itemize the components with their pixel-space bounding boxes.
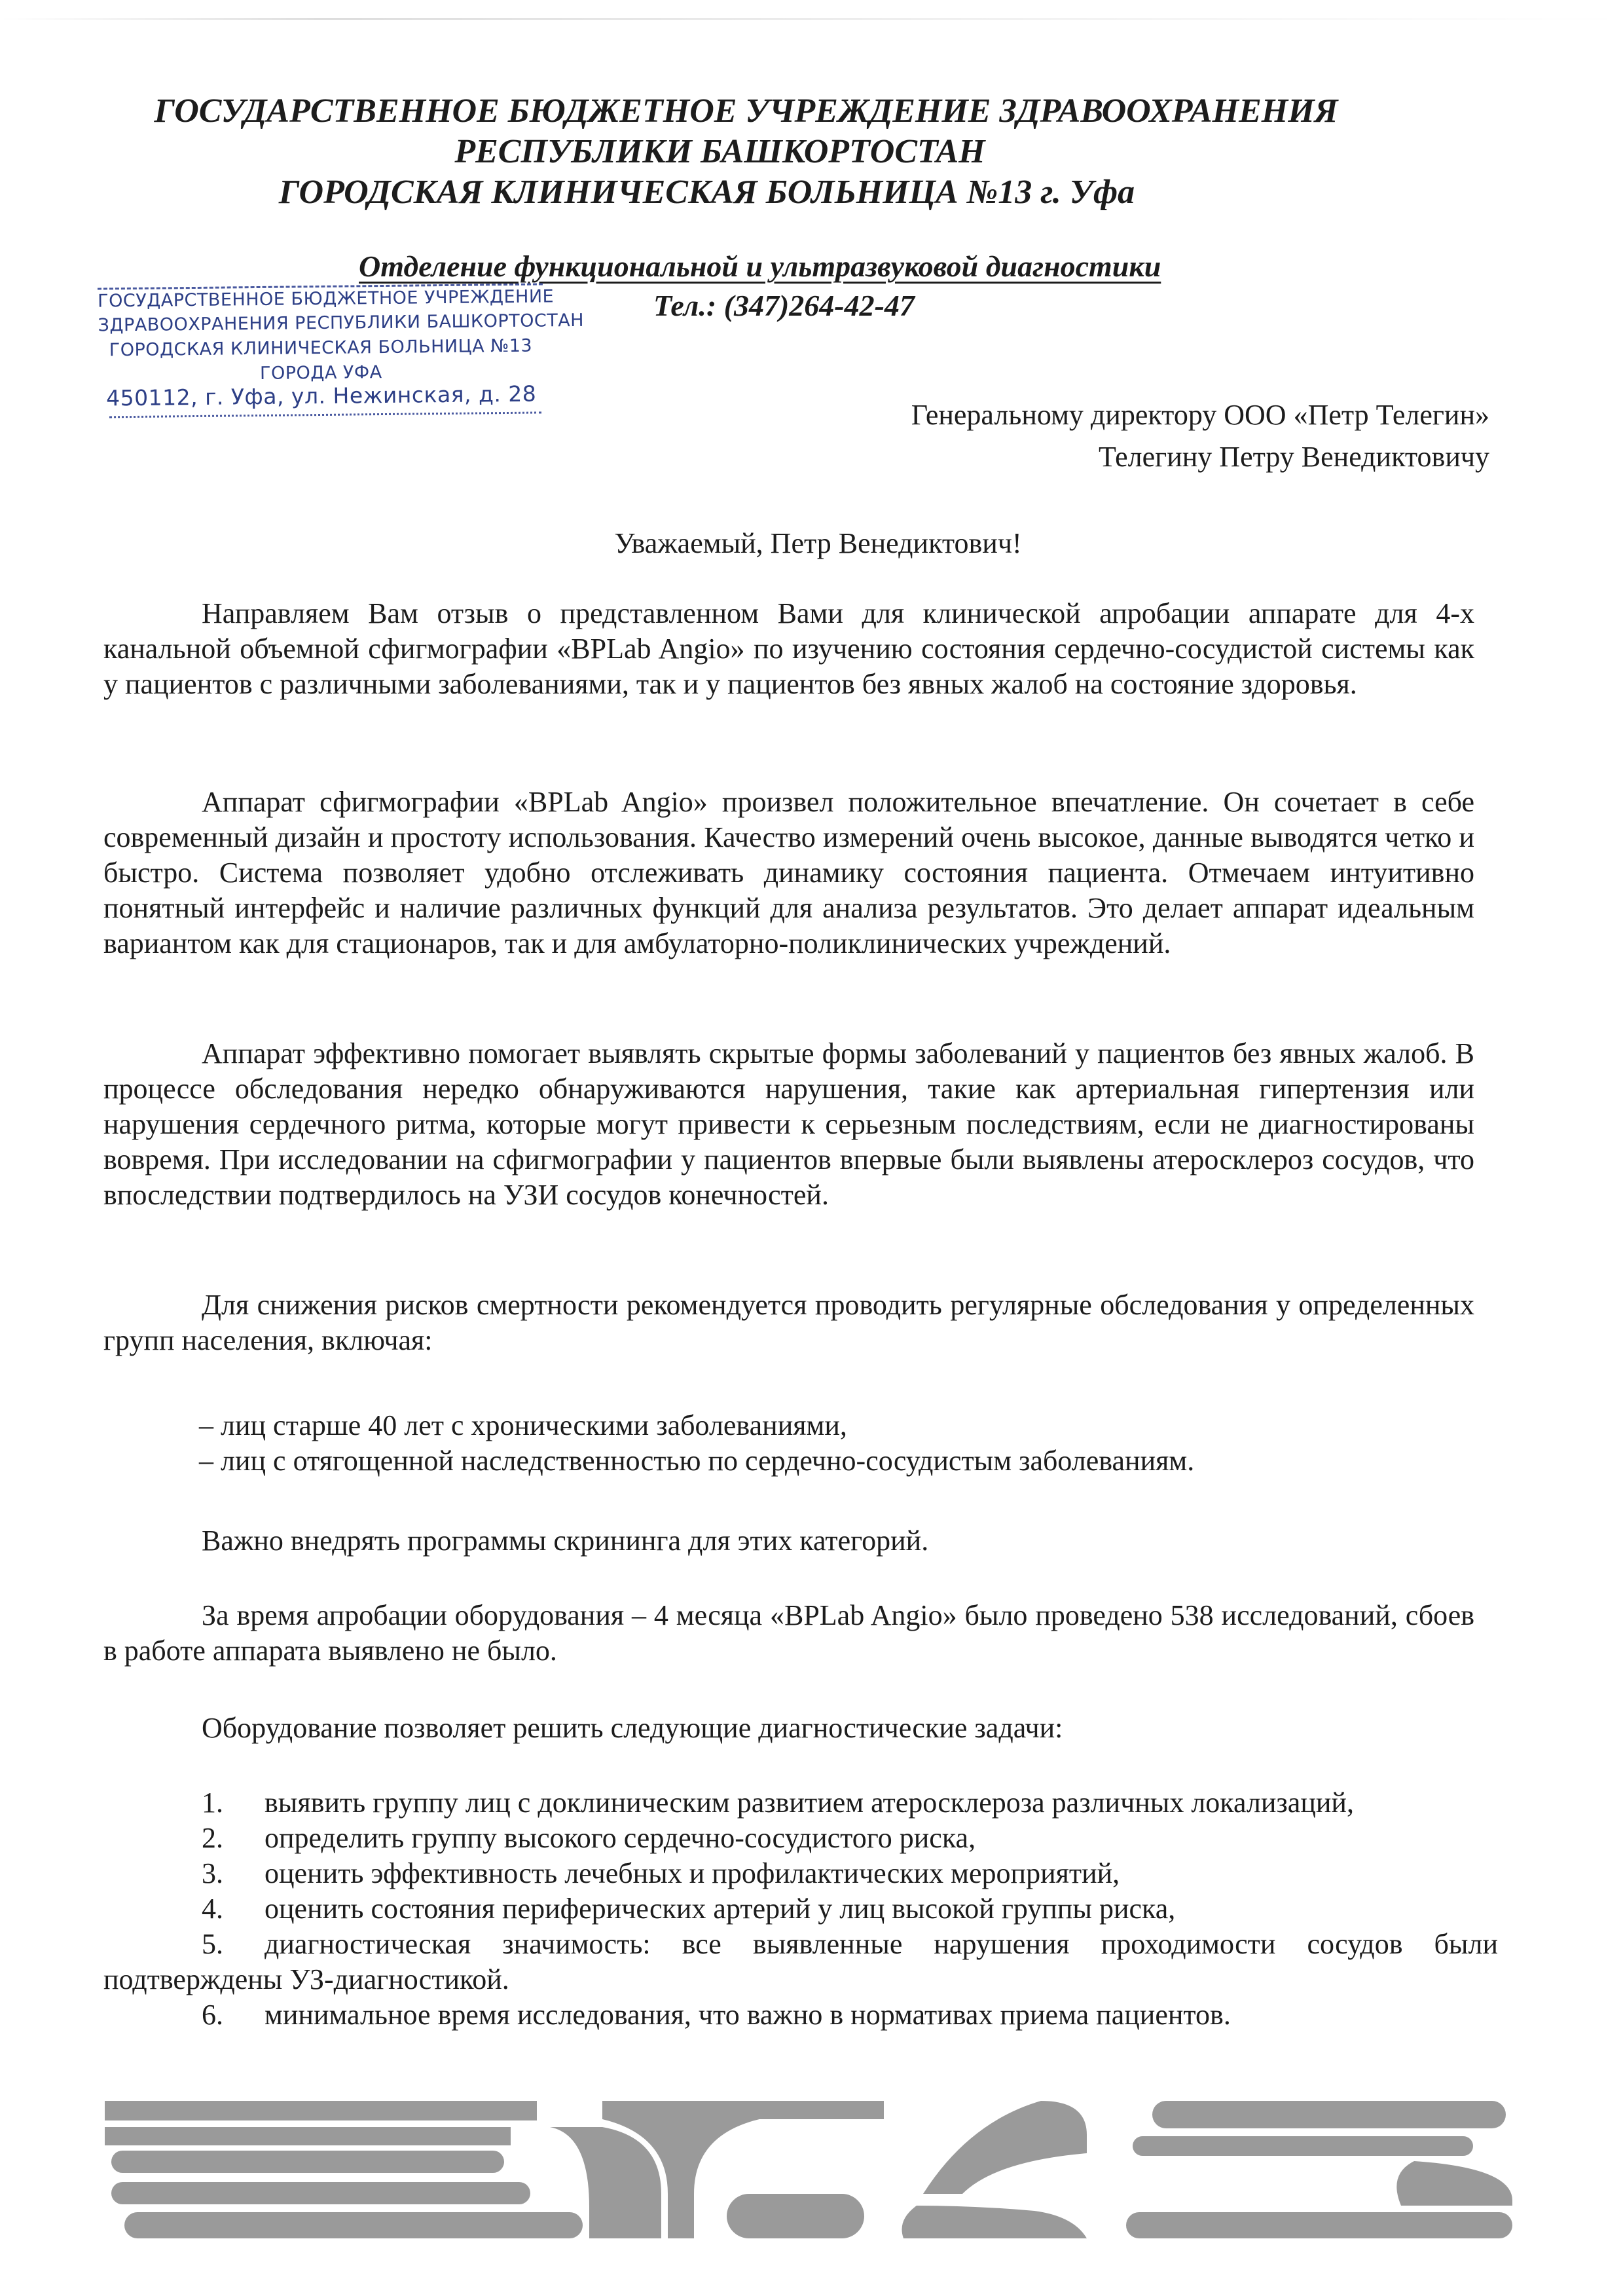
task-number: 4. <box>202 1893 223 1925</box>
task-number: 6. <box>202 1999 223 2031</box>
task-text: минимальное время исследования, что важно в нормативах приема пациентов. <box>264 1999 1231 2031</box>
list-item: – лиц старше 40 лет с хроническими заболеваниями, <box>199 1409 847 1441</box>
paragraph-tasks-intro: Оборудование позволяет решить следующие диагностические задачи: <box>202 1712 1063 1744</box>
task-item <box>202 1997 1498 2033</box>
task-number: 2. <box>202 1822 223 1854</box>
logo-bar <box>105 2101 537 2120</box>
logo-bar <box>1126 2212 1512 2238</box>
task-item <box>202 1927 1498 1962</box>
logo-shape <box>902 2206 1087 2238</box>
header-line-3: ГОРОДСКАЯ КЛИНИЧЕСКАЯ БОЛЬНИЦА №13 г. Уфа <box>278 174 1135 211</box>
paragraph-detection: Аппарат эффективно помогает выявлять скрытые формы заболеваний у пациентов без явных жалоб. В процессе обследования нередко обнаруживаются нарушения, такие как артериальная гипертензия или нарушения сердечного ритма, которые могут привести к серьезным последствиям, если не диагностированы вовремя. При исследовании на сфигмографии у пациентов впервые были выявлены атеросклероз сосудов, что впоследствии подтвердилось на УЗИ сосудов конечностей. <box>103 1037 1474 1211</box>
hospital-stamp <box>98 283 585 418</box>
task-text: оценить эффективность лечебных и профилактических мероприятий, <box>264 1857 1120 1889</box>
paragraph-trial-results: За время апробации оборудования – 4 месяца «BPLab Angio» было проведено 538 исследований, сбоев в работе аппарата выявлено не было. <box>103 1599 1474 1667</box>
logo-bar <box>111 2151 504 2173</box>
header-line-2: РЕСПУБЛИКИ БАШКОРТОСТАН <box>454 133 985 170</box>
task-number: 3. <box>202 1857 223 1889</box>
greeting: Уважаемый, Петр Венедиктович! <box>614 527 1022 559</box>
department-title: Отделение функциональной и ультразвуковой диагностики <box>359 250 1161 283</box>
task-text: оценить состояния периферических артерий у лиц высокой группы риска, <box>264 1893 1176 1925</box>
logo-shape <box>923 2101 1087 2194</box>
addressee-position: Генеральному директору ООО «Петр Телегин» <box>911 399 1489 431</box>
stamp-line-3: ГОРОДСКАЯ КЛИНИЧЕСКАЯ БОЛЬНИЦА №13 <box>109 335 533 361</box>
paragraph-recommendation: Для снижения рисков смертности рекомендуется проводить регулярные обследования у определенных групп населения, включая: <box>103 1289 1474 1356</box>
task-text: выявить группу лиц с доклиническим развитием атеросклероза различных локализаций, <box>264 1787 1354 1819</box>
task-item <box>202 1821 1498 1856</box>
task-item <box>202 1785 1498 1821</box>
logo-bar <box>727 2194 864 2238</box>
task-number: 5. <box>202 1928 223 1960</box>
hospital-logo-graphic <box>105 2096 1519 2253</box>
header-line-1: ГОСУДАРСТВЕННОЕ БЮДЖЕТНОЕ УЧРЕЖДЕНИЕ ЗДРАВООХРАНЕНИЯ <box>154 92 1338 130</box>
stamp-line-2: ЗДРАВООХРАНЕНИЯ РЕСПУБЛИКИ БАШКОРТОСТАН <box>98 310 585 336</box>
task-text: диагностическая значимость: все выявленные нарушения проходимости сосудов были <box>264 1928 1498 1960</box>
paragraph-impression: Аппарат сфигмографии «BPLab Angio» произвел положительное впечатление. Он сочетает в себе современный дизайн и простоту использования. Качество измерений очень высокое, данные выводятся четко и быстро. Система позволяет удобно отслеживать динамику состояния пациента. Отмечаем интуитивно понятный интерфейс и наличие различных функций для анализа результатов. Это делает аппарат идеальным вариантом как для стационаров, так и для амбулаторно-поликлинических учреждений. <box>103 786 1474 959</box>
task-item <box>202 1891 1498 1927</box>
paragraph-screening: Важно внедрять программы скрининга для этих категорий. <box>202 1525 929 1557</box>
task-number: 1. <box>202 1787 223 1819</box>
scan-artifact-line <box>0 18 1623 20</box>
logo-bar <box>1133 2136 1473 2156</box>
task-text-continuation: подтверждены УЗ-диагностикой. <box>103 1963 509 1995</box>
stamp-underline <box>109 411 541 418</box>
paragraph-intro: Направляем Вам отзыв о представленном Вами для клинической апробации аппарате для 4-х канальной объемной сфигмографии «BPLab Angio» по изучению состояния сердечно-сосудистой системы как у пациентов с различными заболеваниями, так и у пациентов без явных жалоб на состояние здоровья. <box>103 597 1474 700</box>
stamp-address: 450112, г. Уфа, ул. Нежинская, д. 28 <box>105 380 537 411</box>
stamp-line-1: ГОСУДАРСТВЕННОЕ БЮДЖЕТНОЕ УЧРЕЖДЕНИЕ <box>98 283 543 310</box>
department-phone: Тел.: (347)264-42-47 <box>653 289 915 322</box>
addressee-name: Телегину Петру Венедиктовичу <box>1098 441 1489 473</box>
task-text: определить группу высокого сердечно-сосудистого риска, <box>264 1822 976 1854</box>
logo-bar <box>105 2127 511 2145</box>
list-item: – лиц с отягощенной наследственностью по сердечно-сосудистым заболеваниям. <box>199 1445 1195 1477</box>
logo-bar <box>124 2212 583 2238</box>
stamp-line-4: ГОРОДА УФА <box>259 362 382 384</box>
task-item <box>202 1856 1498 1891</box>
logo-shape <box>1396 2161 1512 2206</box>
logo-bar <box>111 2182 530 2204</box>
logo-bar <box>1152 2101 1506 2128</box>
